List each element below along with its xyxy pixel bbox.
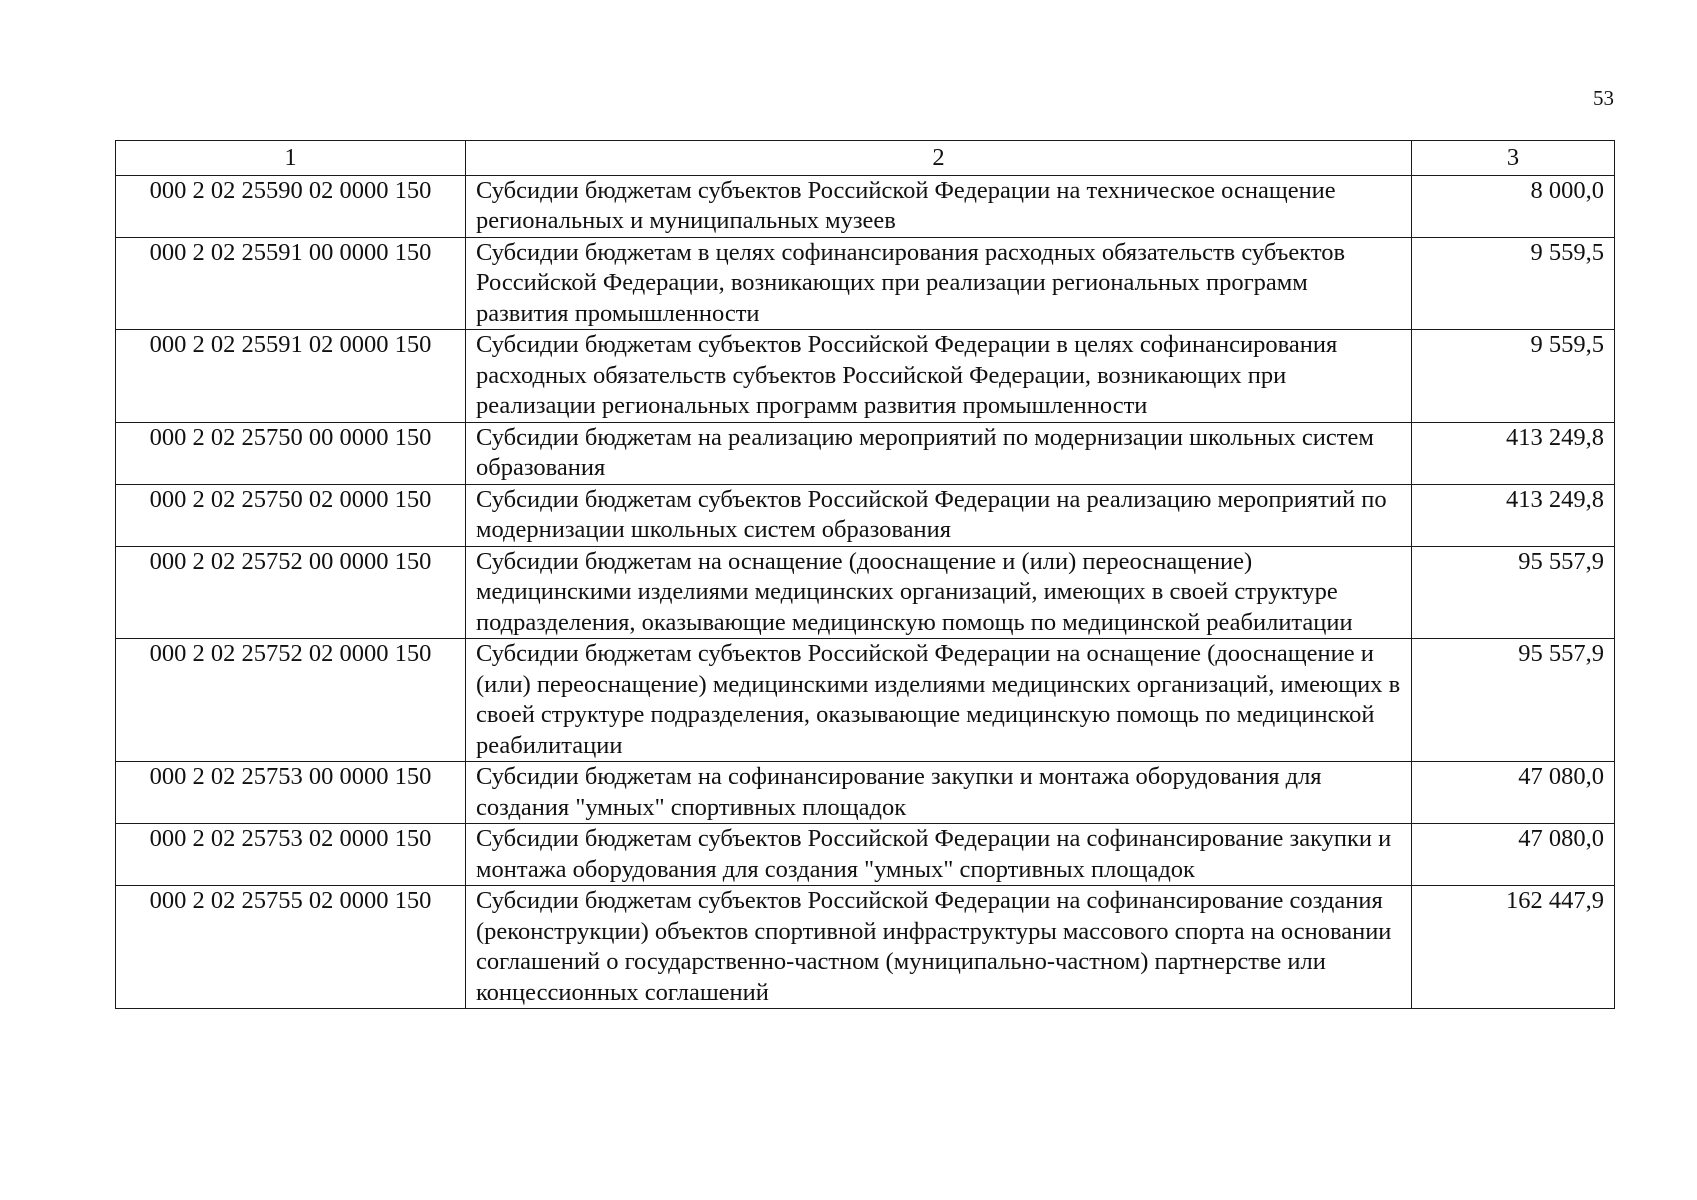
row-amount-cell: 47 080,0 (1412, 762, 1615, 824)
table-row (116, 422, 1615, 484)
row-name-cell: Субсидии бюджетам в целях софинансирования расходных обязательств субъектов Российской Федерации, возникающих при реализации региональных программ развития промышленности (466, 237, 1412, 330)
row-name-cell: Субсидии бюджетам на оснащение (дооснащение и (или) переоснащение) медицинскими изделиями медицинских организаций, имеющих в своей структуре подразделения, оказывающие медицинскую помощь по медицинской реабилитации (466, 546, 1412, 639)
row-name-cell: Субсидии бюджетам субъектов Российской Федерации на реализацию мероприятий по модернизации школьных систем образования (466, 484, 1412, 546)
row-amount-cell: 9 559,5 (1412, 330, 1615, 423)
table-row (116, 237, 1615, 330)
row-amount-cell: 95 557,9 (1412, 639, 1615, 762)
row-code-cell: 000 2 02 25591 00 0000 150 (116, 237, 466, 330)
table-row (116, 546, 1615, 639)
table-row (116, 824, 1615, 886)
budget-table (115, 140, 1615, 1009)
row-code-cell: 000 2 02 25750 02 0000 150 (116, 484, 466, 546)
row-amount-cell: 162 447,9 (1412, 886, 1615, 1009)
row-amount-cell: 9 559,5 (1412, 237, 1615, 330)
header-row (116, 141, 1615, 176)
row-name-cell: Субсидии бюджетам субъектов Российской Федерации на техническое оснащение региональных и муниципальных музеев (466, 175, 1412, 237)
row-amount-cell: 413 249,8 (1412, 484, 1615, 546)
row-amount-cell: 47 080,0 (1412, 824, 1615, 886)
table-row (116, 484, 1615, 546)
row-code-cell: 000 2 02 25591 02 0000 150 (116, 330, 466, 423)
column-header-name: 2 (466, 141, 1412, 176)
row-code-cell: 000 2 02 25752 00 0000 150 (116, 546, 466, 639)
table-row (116, 762, 1615, 824)
row-code-cell: 000 2 02 25753 00 0000 150 (116, 762, 466, 824)
row-amount-cell: 8 000,0 (1412, 175, 1615, 237)
page-number: 53 (1593, 86, 1614, 110)
table-header (116, 141, 1615, 176)
row-amount-cell: 413 249,8 (1412, 422, 1615, 484)
table-row (116, 639, 1615, 762)
row-code-cell: 000 2 02 25753 02 0000 150 (116, 824, 466, 886)
row-name-cell: Субсидии бюджетам на софинансирование закупки и монтажа оборудования для создания "умных" спортивных площадок (466, 762, 1412, 824)
table-body (116, 175, 1615, 1009)
row-name-cell: Субсидии бюджетам субъектов Российской Федерации в целях софинансирования расходных обязательств субъектов Российской Федерации, возникающих при реализации региональных программ развития промышленности (466, 330, 1412, 423)
row-amount-cell: 95 557,9 (1412, 546, 1615, 639)
row-name-cell: Субсидии бюджетам субъектов Российской Федерации на софинансирование создания (реконструкции) объектов спортивной инфраструктуры массового спорта на основании соглашений о государственно-частном (муниципально-частном) партнерстве или концессионных соглашений (466, 886, 1412, 1009)
row-name-cell: Субсидии бюджетам на реализацию мероприятий по модернизации школьных систем образования (466, 422, 1412, 484)
table-row (116, 886, 1615, 1009)
row-code-cell: 000 2 02 25752 02 0000 150 (116, 639, 466, 762)
row-name-cell: Субсидии бюджетам субъектов Российской Федерации на оснащение (дооснащение и (или) переоснащение) медицинскими изделиями медицинских организаций, имеющих в своей структуре подразделения, оказывающие медицинскую помощь по медицинской реабилитации (466, 639, 1412, 762)
row-code-cell: 000 2 02 25750 00 0000 150 (116, 422, 466, 484)
column-header-code: 1 (116, 141, 466, 176)
table-row (116, 175, 1615, 237)
row-code-cell: 000 2 02 25590 02 0000 150 (116, 175, 466, 237)
column-header-amount: 3 (1412, 141, 1615, 176)
row-name-cell: Субсидии бюджетам субъектов Российской Федерации на софинансирование закупки и монтажа оборудования для создания "умных" спортивных площадок (466, 824, 1412, 886)
row-code-cell: 000 2 02 25755 02 0000 150 (116, 886, 466, 1009)
table-row (116, 330, 1615, 423)
